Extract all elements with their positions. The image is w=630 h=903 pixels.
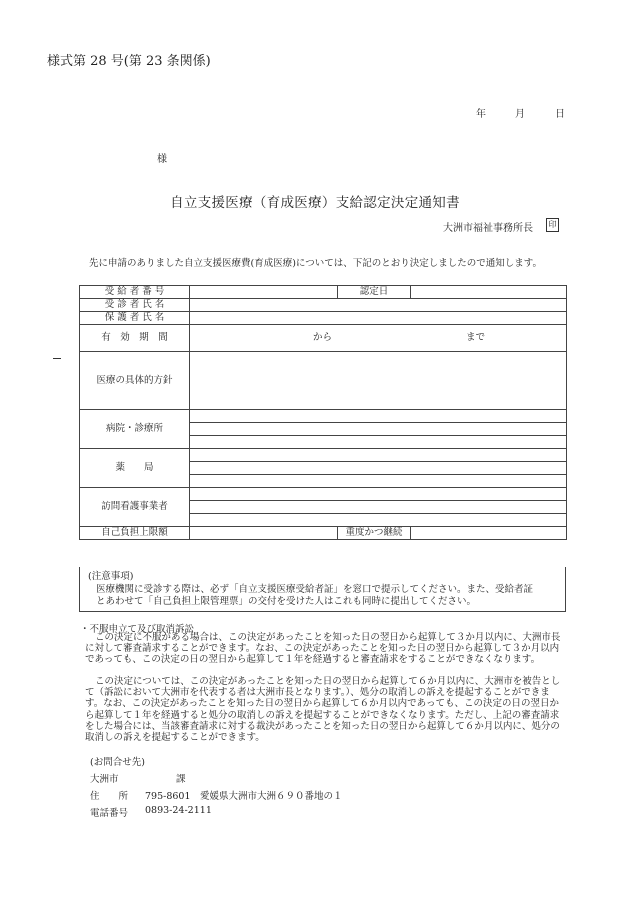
field-home-nursing-2 xyxy=(190,501,567,514)
contact-city: 大洲市 xyxy=(90,774,119,785)
form-number: 様式第 28 号(第 23 条関係) xyxy=(47,54,211,69)
label-pharmacy: 薬 局 xyxy=(80,449,190,488)
field-patient-name xyxy=(190,299,567,312)
field-pharmacy-1 xyxy=(190,449,567,462)
label-certification-date: 認定日 xyxy=(338,286,411,299)
validity-from: から xyxy=(313,332,333,343)
intro-text: 先に申請のありました自立支援医療費(育成医療)については、下記のとおり決定しましたので通知します。 xyxy=(89,258,542,269)
certification-table xyxy=(79,285,567,540)
label-home-nursing: 訪問看護事業者 xyxy=(80,488,190,527)
appeal-heading: ・不服申立て及び取消訴訟 xyxy=(80,624,195,635)
field-hospital-3 xyxy=(190,436,567,449)
seal-mark: 印 xyxy=(546,218,559,232)
label-treatment-policy: 医療の具体的方針 xyxy=(80,352,190,410)
table-row-treatment-policy xyxy=(80,352,567,410)
table-row-recipient-number xyxy=(80,286,567,299)
field-hospital-1 xyxy=(190,410,567,423)
field-pharmacy-2 xyxy=(190,462,567,475)
table-row-hospital xyxy=(80,410,567,423)
field-severe-continuous xyxy=(411,527,567,540)
field-treatment-policy xyxy=(190,352,567,410)
field-certification-date xyxy=(411,286,567,299)
validity-until: まで xyxy=(466,332,486,343)
label-validity-period: 有 効 期 間 xyxy=(80,325,190,352)
date-month-label: 月 xyxy=(515,109,525,120)
appeal-paragraph-1: この決定に不服がある場合は、この決定があったことを知った日の翌日から起算して３か月以内に、大洲市長に対して審査請求することができます。なお、この決定があったことを知った日の翌日から起算して３か月以内であっても、この決定の日の翌日から起算して１年を経過すると審査請求をすることができなくなります。 xyxy=(85,632,561,666)
addressee-suffix: 様 xyxy=(157,154,167,165)
field-validity-period xyxy=(190,325,567,352)
contact-heading: (お問合せ先) xyxy=(90,757,145,768)
margin-tick xyxy=(53,358,61,359)
table-row-validity-period xyxy=(80,325,567,352)
table-row-pharmacy xyxy=(80,449,567,462)
date-year-label: 年 xyxy=(476,109,486,120)
label-recipient-number: 受 給 者 番 号 xyxy=(80,286,190,299)
contact-phone-label: 電話番号 xyxy=(90,808,129,819)
field-recipient-number xyxy=(190,286,338,299)
issuer-name: 大洲市福祉事務所長 xyxy=(443,223,533,234)
date-day-label: 日 xyxy=(555,109,565,120)
field-guardian-name xyxy=(190,312,567,325)
contact-phone: 0893-24-2111 xyxy=(145,805,212,816)
table-row-patient-name xyxy=(80,299,567,312)
field-pharmacy-3 xyxy=(190,475,567,488)
label-patient-name: 受 診 者 氏 名 xyxy=(80,299,190,312)
notes-heading: (注意事項) xyxy=(88,571,134,582)
contact-division-suffix: 課 xyxy=(176,774,186,785)
label-guardian-name: 保 護 者 氏 名 xyxy=(80,312,190,325)
table-row-copay-limit xyxy=(80,527,567,540)
field-home-nursing-3 xyxy=(190,514,567,527)
contact-address: 795-8601 愛媛県大洲市大洲６９０番地の１ xyxy=(145,791,343,802)
label-severe-continuous: 重度かつ継続 xyxy=(338,527,411,540)
field-hospital-2 xyxy=(190,423,567,436)
appeal-paragraph-2: この決定については、この決定があったことを知った日の翌日から起算して６か月以内に、大洲市を被告として（訴訟において大洲市を代表する者は大洲市長となります。）、処分の取消しの訴えを提起することができます。なお、この決定があったことを知った日の翌日から起算して６か月以内であっても、この決定の日の翌日から起算して１年を経過すると処分の取消しの訴えを提起することができなくなります。ただし、上記の審査請求をした場合には、当該審査請求に対する裁決があったことを知った日の翌日から起算して６か月以内に、処分の取消しの訴えを提起することができます。 xyxy=(85,676,561,744)
contact-address-label: 住 所 xyxy=(90,791,129,802)
notes-box xyxy=(79,567,566,612)
table-row-home-nursing xyxy=(80,488,567,501)
field-copay-limit xyxy=(190,527,338,540)
label-hospital: 病院・診療所 xyxy=(80,410,190,449)
notes-line-2: とあわせて「自己負担上限管理票」の交付を受けた人はこれも同時に提出してください。 xyxy=(96,596,477,607)
document-title: 自立支援医療（育成医療）支給認定決定通知書 xyxy=(170,195,460,211)
table-row-guardian-name xyxy=(80,312,567,325)
field-home-nursing-1 xyxy=(190,488,567,501)
label-copay-limit: 自己負担上限額 xyxy=(80,527,190,540)
notes-line-1: 医療機関に受診する際は、必ず「自立支援医療受給者証」を窓口で提示してください。また、受給者証 xyxy=(96,583,534,595)
